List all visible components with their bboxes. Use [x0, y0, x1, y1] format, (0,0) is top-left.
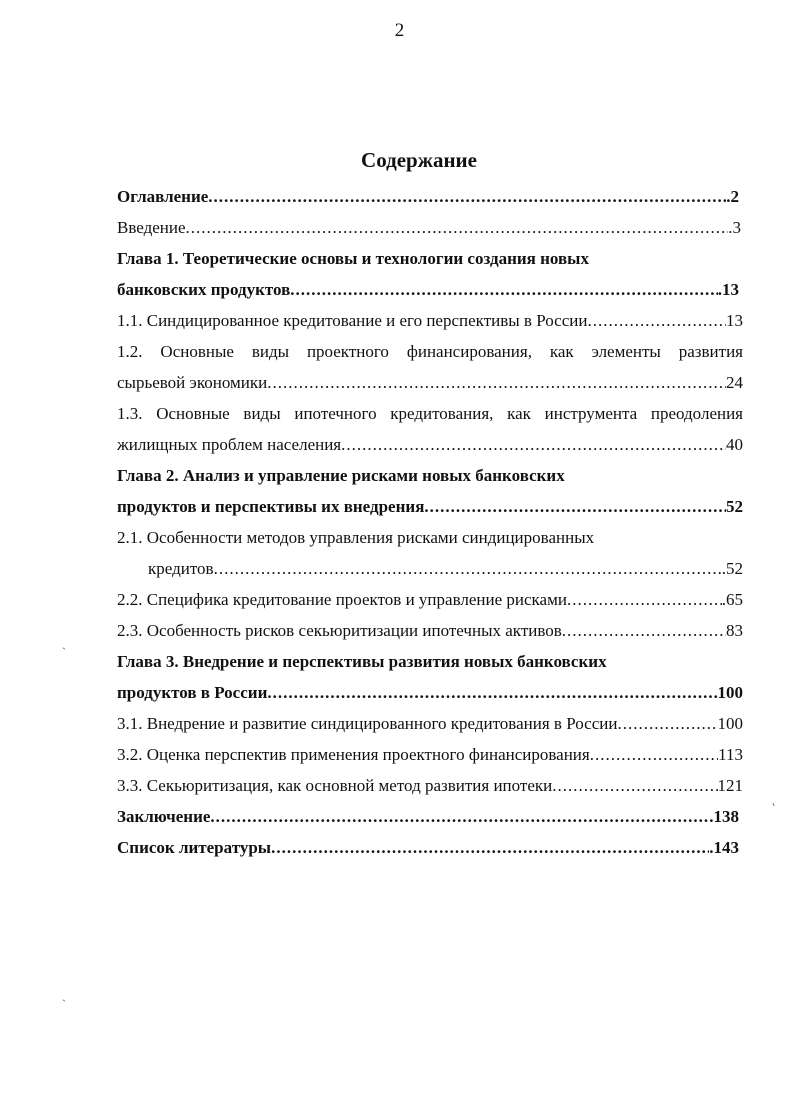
toc-entry-page: .2: [726, 187, 739, 206]
dot-leader: [290, 274, 717, 305]
toc-entry-label: 2.2. Специфика кредитование проектов и управление рисками: [117, 590, 567, 609]
scan-speck: ˏ: [62, 988, 66, 1002]
dot-leader: [341, 429, 726, 460]
toc-chapter-1-heading[interactable]: [117, 243, 743, 274]
toc-section-3-1[interactable]: [117, 708, 743, 739]
toc-chapter-2[interactable]: [117, 491, 743, 522]
toc-chapter-3-heading[interactable]: [117, 646, 743, 677]
dot-leader: [617, 708, 717, 739]
toc-entry-label: продуктов в России: [117, 683, 268, 702]
dot-leader: [267, 367, 726, 398]
toc-section-1-3-heading[interactable]: [117, 398, 743, 429]
toc-entry-introduction[interactable]: [117, 212, 743, 243]
toc-entry-label: 1.3. Основные виды ипотечного кредитования, как инструмента преодоления: [117, 404, 743, 423]
toc-entry-label: Список литературы: [117, 838, 272, 857]
toc-entry-page: 100: [717, 683, 743, 702]
toc-entry-label: 2.3. Особенность рисков секьюритизации ипотечных активов: [117, 621, 562, 640]
toc-bibliography[interactable]: [117, 832, 743, 863]
dot-leader: [590, 739, 718, 770]
toc-entry-page: .52: [721, 559, 743, 578]
toc-entry-label: Глава 2. Анализ и управление рисками новых банковских: [117, 466, 565, 485]
toc-chapter-2-heading[interactable]: [117, 460, 743, 491]
toc-entry-page: 24: [726, 373, 743, 392]
toc-section-1-1[interactable]: [117, 305, 743, 336]
toc-entry-label: сырьевой экономики: [117, 373, 268, 392]
toc-entry-page: 100: [717, 714, 743, 733]
toc-entry-page: .138: [709, 807, 739, 826]
toc-section-3-3[interactable]: [117, 770, 743, 801]
toc-entry-page: 113: [718, 745, 743, 764]
toc-entry-label: Глава 3. Внедрение и перспективы развития новых банковских: [117, 652, 607, 671]
dot-leader: [267, 677, 717, 708]
toc-conclusion[interactable]: [117, 801, 743, 832]
toc-entry-label: Оглавление: [117, 187, 209, 206]
toc-entry-page: 13: [726, 311, 743, 330]
toc-entry-page: 83: [726, 621, 743, 640]
toc-entry-table-of-contents[interactable]: [117, 181, 743, 212]
dot-leader: [208, 181, 726, 212]
toc-section-2-2[interactable]: [117, 584, 743, 615]
toc-chapter-1[interactable]: [117, 274, 743, 305]
toc-entry-label: 3.1. Внедрение и развитие синдицированного кредитования в России: [117, 714, 618, 733]
toc-entry-page: 121: [717, 776, 743, 795]
toc-entry-label: продуктов и перспективы их внедрения: [117, 497, 425, 516]
toc-entry-page: .143: [709, 838, 739, 857]
toc-section-2-1[interactable]: [117, 553, 743, 584]
toc-section-3-2[interactable]: [117, 739, 743, 770]
scan-speck: ˛: [772, 792, 776, 806]
toc-section-1-3[interactable]: [117, 429, 743, 460]
toc-entry-page: .65: [721, 590, 743, 609]
toc-section-1-2[interactable]: [117, 367, 743, 398]
toc-entry-label: жилищных проблем населения: [117, 435, 342, 454]
toc-entry-label: Введение: [117, 218, 186, 237]
toc-section-2-3[interactable]: [117, 615, 743, 646]
toc-title: Содержание: [361, 148, 477, 172]
dot-leader: [214, 553, 722, 584]
toc-entry-label: 2.1. Особенности методов управления рисками синдицированных: [117, 528, 595, 547]
dot-leader: [552, 770, 717, 801]
toc-entry-label: банковских продуктов: [117, 280, 291, 299]
dot-leader: [210, 801, 709, 832]
toc-entry-label: Глава 1. Теоретические основы и технологии создания новых: [117, 249, 589, 268]
dot-leader: [424, 491, 726, 522]
dot-leader: [587, 305, 726, 336]
toc-entry-label: Заключение: [117, 807, 211, 826]
toc-chapter-3[interactable]: [117, 677, 743, 708]
table-of-contents: [117, 181, 743, 863]
toc-entry-page: .13: [717, 280, 739, 299]
toc-entry-label: 1.2. Основные виды проектного финансирования, как элементы развития: [117, 342, 743, 361]
dot-leader: [562, 615, 726, 646]
toc-entry-label: 3.3. Секьюритизация, как основной метод развития ипотеки: [117, 776, 553, 795]
toc-entry-label: кредитов: [148, 559, 214, 578]
toc-section-1-2-heading[interactable]: [117, 336, 743, 367]
scan-speck: ˏ: [62, 636, 66, 650]
dot-leader: [186, 212, 729, 243]
page-number: 2: [394, 20, 405, 41]
dot-leader: [567, 584, 722, 615]
dot-leader: [271, 832, 709, 863]
toc-entry-label: 3.2. Оценка перспектив применения проектного финансирования: [117, 745, 590, 764]
toc-entry-label: 1.1. Синдицированное кредитование и его перспективы в России: [117, 311, 588, 330]
toc-entry-page: 52: [726, 497, 743, 516]
toc-entry-page: 40: [726, 435, 743, 454]
toc-entry-page: .3: [728, 218, 741, 237]
toc-section-2-1-heading[interactable]: [117, 522, 743, 553]
